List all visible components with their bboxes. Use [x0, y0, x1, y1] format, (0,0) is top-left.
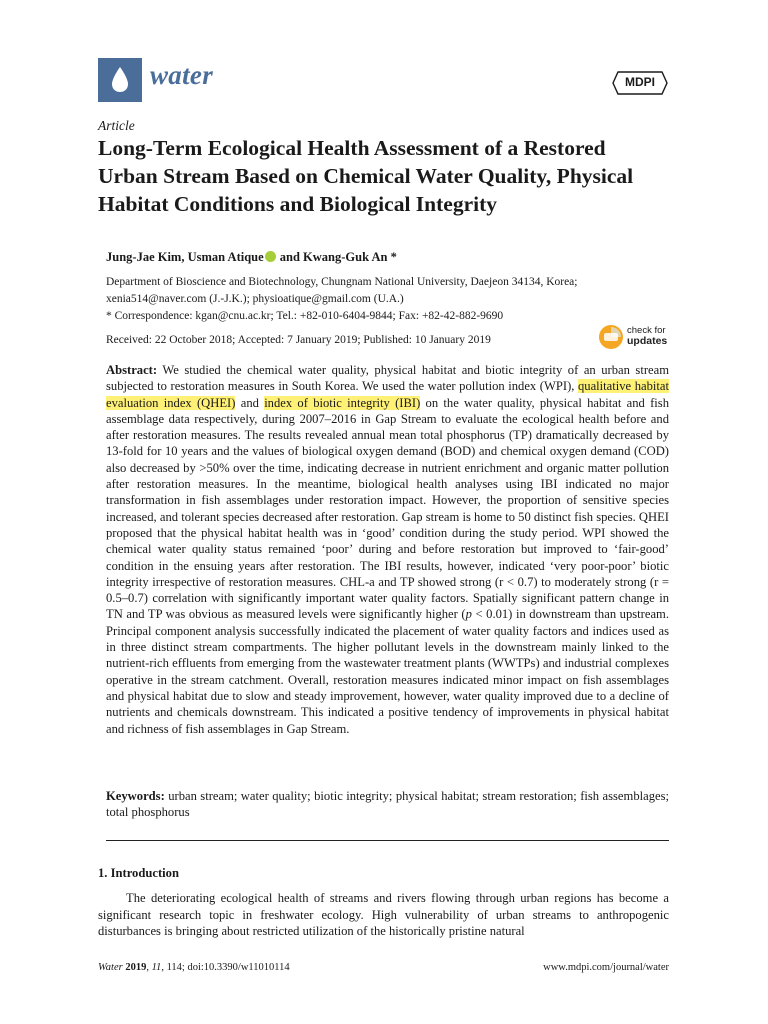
- highlight-qhei: qualitative habitat evaluation index (QHEI): [106, 379, 669, 410]
- footer-year: 2019: [122, 962, 147, 973]
- check-for-updates-icon: [598, 324, 624, 350]
- footer-citation: Water 2019, 11, 114; doi:10.3390/w11010114: [98, 962, 290, 973]
- publication-dates: Received: 22 October 2018; Accepted: 7 January 2019; Published: 10 January 2019: [106, 334, 491, 346]
- affiliation-emails: xenia514@naver.com (J.-J.K.); physioatique@gmail.com (U.A.): [106, 293, 404, 305]
- orcid-icon[interactable]: [265, 251, 276, 262]
- introduction-text: The deteriorating ecological health of streams and rivers flowing through urban regions has become a significant research topic in freshwater ecology. High vulnerability of urban streams to anthropogenic disturbances is bringing about restricted utilization of the historically pristine natural: [98, 891, 669, 938]
- paper-title: Long-Term Ecological Health Assessment of a Restored Urban Stream Based on Chemical Water Quality, Physical Habitat Conditions and Biological Integrity: [98, 136, 634, 216]
- affiliation-block: [106, 274, 676, 325]
- section-divider: [106, 840, 669, 841]
- check-for-updates-bottom: updates: [627, 335, 668, 347]
- abstract: [106, 362, 669, 737]
- keywords-text: urban stream; water quality; biotic integrity; physical habitat; stream restoration; fish assemblages; total phosphorus: [106, 789, 669, 820]
- authors-line: [106, 250, 397, 265]
- article-type: Article: [98, 118, 135, 133]
- authors-part-1: Jung-Jae Kim, Usman Atique: [106, 250, 264, 264]
- keywords: [106, 788, 669, 821]
- footer-doi: , 114; doi:10.3390/w11010114: [161, 962, 290, 973]
- affiliation-line-1: Department of Bioscience and Biotechnology, Chungnam National University, Daejeon 34134, Korea;: [106, 276, 578, 288]
- publisher-logo: [612, 68, 668, 98]
- check-for-updates-top: check for: [627, 325, 666, 336]
- publisher-name: MDPI: [625, 75, 655, 89]
- abstract-text-c: on the water quality, physical habitat and fish assemblage data respectively, during 2007–2016 in Gap Stream to evaluate the ecological health before and after restoration measures. The results revealed annual mean total phosphorus (TP) dramatically decreased by 13-fold for 10 years and the values of biological oxygen demand (BOD) and chemical oxygen demand (COD) also decreased by >50% over the time, indicating decrease in nutrient enrichment and organic matter pollution after restoration measures. In the meantime, biological health analyses using IBI indicated no major transformation in fish assemblages under restoration impact. However, the proportion of sensitive species increased, and tolerant species decreased after restoration. Gap stream is home to 50 distinct fish species. QHEI proposed that the physical habitat health was in ‘good’ condition during the study period. WPI showed the chemical water quality status remained ‘poor’ during and before restoration but improved to ‘fair-good’ condition in the ensuing years after restoration. The IBI results, however, indicated ‘very poor-poor’ biotic integrity irrespective of restoration measures. CHL-a and TP showed strong (r < 0.7) to moderately strong (r = 0.5–0.7) correlation with significantly important water quality factors. Spatially significant pattern change in TN and TP was obvious as measured levels were significantly higher (: [106, 395, 669, 622]
- journal-name: water: [150, 60, 214, 90]
- check-for-updates-badge[interactable]: [598, 322, 674, 352]
- keywords-label: Keywords:: [106, 789, 165, 803]
- footer-journal: Water: [98, 962, 123, 973]
- footer-volume: 11: [151, 962, 162, 973]
- journal-logo: [98, 58, 142, 102]
- footer-url[interactable]: www.mdpi.com/journal/water: [543, 962, 669, 973]
- correspondence-line: * Correspondence: kgan@cnu.ac.kr; Tel.: +82-010-6404-9844; Fax: +82-42-882-9690: [106, 310, 504, 322]
- abstract-text-d: < 0.01) in downstream than upstream. Principal component analysis successfully indicated the placement of water quality factors and indices used as in three distinct stream compartments. The higher pollutant levels in the downstream mainly linked to the nutrient-rich effluents from emerging from the wastewater treatment plants (WWTPs) and industrial complexes operative in the stream catchment. Overall, restoration measures indicated minor impact on fish assemblages and physical habitat due to slow and steady improvement, however, water quality improved due to a decline of nutrients and chemicals downstream. This indicated a positive tendency of improvements in physical habitat and richness of fish assemblages in Gap Stream.: [106, 607, 669, 736]
- highlight-ibi: index of biotic integrity (IBI): [264, 395, 421, 410]
- abstract-text-a: We studied the chemical water quality, physical habitat and biotic integrity of an urban stream subjected to restoration measures in South Korea. We used the water pollution index (WPI),: [106, 363, 669, 394]
- authors-part-2: and Kwang-Guk An *: [276, 250, 397, 264]
- water-drop-icon: [98, 58, 142, 102]
- abstract-label: Abstract:: [106, 363, 158, 377]
- abstract-p-value: p: [465, 607, 472, 622]
- section-heading-introduction: 1. Introduction: [98, 866, 179, 880]
- abstract-text-b: and: [235, 395, 265, 410]
- check-for-updates-label: [627, 325, 667, 347]
